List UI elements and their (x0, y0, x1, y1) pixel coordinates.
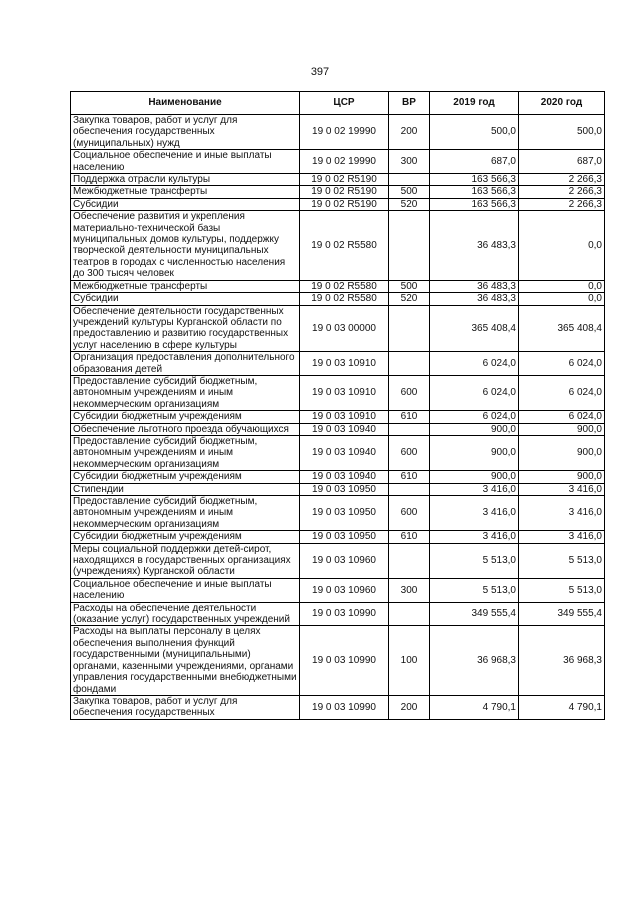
row-amount-2019: 900,0 (430, 471, 519, 483)
row-amount-2019: 163 566,3 (430, 198, 519, 210)
row-name: Субсидии (71, 293, 300, 305)
row-vr: 610 (389, 411, 430, 423)
row-amount-2020: 900,0 (519, 471, 605, 483)
row-amount-2019: 3 416,0 (430, 531, 519, 543)
row-csr: 19 0 02 R5190 (300, 186, 389, 198)
row-vr: 520 (389, 293, 430, 305)
table-row (71, 293, 605, 305)
column-header-2019: 2019 год (430, 92, 519, 115)
row-vr: 600 (389, 435, 430, 470)
table-row (71, 626, 605, 695)
row-vr (389, 305, 430, 352)
table-row (71, 471, 605, 483)
row-csr: 19 0 03 10960 (300, 543, 389, 578)
row-amount-2020: 500,0 (519, 115, 605, 150)
row-amount-2019: 163 566,3 (430, 186, 519, 198)
row-csr: 19 0 03 10940 (300, 423, 389, 435)
table-row (71, 435, 605, 470)
row-amount-2020: 36 968,3 (519, 626, 605, 695)
row-amount-2020: 5 513,0 (519, 543, 605, 578)
table-row (71, 578, 605, 602)
row-csr: 19 0 02 19990 (300, 115, 389, 150)
row-amount-2020: 0,0 (519, 211, 605, 280)
row-amount-2019: 349 555,4 (430, 602, 519, 626)
table-row (71, 174, 605, 186)
row-csr: 19 0 02 R5190 (300, 198, 389, 210)
row-amount-2019: 500,0 (430, 115, 519, 150)
table-row (71, 375, 605, 410)
row-amount-2020: 3 416,0 (519, 531, 605, 543)
row-amount-2019: 900,0 (430, 435, 519, 470)
row-name: Обеспечение льготного проезда обучающихся (71, 423, 300, 435)
row-vr (389, 423, 430, 435)
row-vr: 610 (389, 471, 430, 483)
row-vr (389, 543, 430, 578)
row-csr: 19 0 03 10910 (300, 411, 389, 423)
row-amount-2020: 0,0 (519, 293, 605, 305)
row-name: Межбюджетные трансферты (71, 280, 300, 292)
table-row (71, 496, 605, 531)
row-amount-2019: 3 416,0 (430, 496, 519, 531)
row-vr (389, 211, 430, 280)
row-name: Закупка товаров, работ и услуг для обеспечения государственных (муниципальных) нужд (71, 115, 300, 150)
row-vr: 600 (389, 375, 430, 410)
row-amount-2019: 36 483,3 (430, 280, 519, 292)
table-row (71, 483, 605, 495)
row-vr: 600 (389, 496, 430, 531)
row-amount-2020: 6 024,0 (519, 375, 605, 410)
row-vr: 500 (389, 280, 430, 292)
row-amount-2019: 3 416,0 (430, 483, 519, 495)
row-amount-2019: 5 513,0 (430, 543, 519, 578)
row-vr (389, 174, 430, 186)
table-header (71, 92, 605, 115)
row-vr: 300 (389, 578, 430, 602)
row-csr: 19 0 02 R5580 (300, 211, 389, 280)
row-name: Поддержка отрасли культуры (71, 174, 300, 186)
row-csr: 19 0 03 10950 (300, 496, 389, 531)
row-vr: 300 (389, 150, 430, 174)
table-row (71, 186, 605, 198)
row-amount-2019: 163 566,3 (430, 174, 519, 186)
row-amount-2020: 0,0 (519, 280, 605, 292)
table-row (71, 115, 605, 150)
row-amount-2019: 900,0 (430, 423, 519, 435)
table-row (71, 198, 605, 210)
row-csr: 19 0 03 10950 (300, 531, 389, 543)
column-header-name: Наименование (71, 92, 300, 115)
table-row (71, 695, 605, 719)
row-vr (389, 352, 430, 376)
row-amount-2020: 2 266,3 (519, 186, 605, 198)
row-name: Субсидии (71, 198, 300, 210)
row-name: Стипендии (71, 483, 300, 495)
table-row (71, 352, 605, 376)
row-name: Предоставление субсидий бюджетным, автономным учреждениям и иным некоммерческим организациям (71, 496, 300, 531)
row-amount-2019: 36 483,3 (430, 293, 519, 305)
row-name: Субсидии бюджетным учреждениям (71, 531, 300, 543)
table-row (71, 411, 605, 423)
row-amount-2020: 349 555,4 (519, 602, 605, 626)
budget-table (70, 91, 605, 720)
row-amount-2020: 687,0 (519, 150, 605, 174)
column-header-csr: ЦСР (300, 92, 389, 115)
table-row (71, 305, 605, 352)
row-name: Субсидии бюджетным учреждениям (71, 411, 300, 423)
row-amount-2020: 4 790,1 (519, 695, 605, 719)
row-csr: 19 0 02 R5580 (300, 293, 389, 305)
row-name: Расходы на обеспечение деятельности (оказание услуг) государственных учреждений (71, 602, 300, 626)
row-csr: 19 0 03 10940 (300, 471, 389, 483)
row-amount-2020: 900,0 (519, 435, 605, 470)
row-csr: 19 0 03 10950 (300, 483, 389, 495)
row-name: Обеспечение деятельности государственных учреждений культуры Курганской области по предоставлению и развитию государственных услуг населению в сфере культуры (71, 305, 300, 352)
row-name: Организация предоставления дополнительного образования детей (71, 352, 300, 376)
row-name: Предоставление субсидий бюджетным, автономным учреждениям и иным некоммерческим организациям (71, 435, 300, 470)
row-csr: 19 0 03 10990 (300, 602, 389, 626)
row-vr: 200 (389, 695, 430, 719)
row-amount-2020: 2 266,3 (519, 174, 605, 186)
row-name: Меры социальной поддержки детей-сирот, находящихся в государственных организациях (учреждениях) Курганской области (71, 543, 300, 578)
row-csr: 19 0 02 R5580 (300, 280, 389, 292)
row-amount-2020: 900,0 (519, 423, 605, 435)
row-csr: 19 0 02 19990 (300, 150, 389, 174)
row-amount-2019: 4 790,1 (430, 695, 519, 719)
row-amount-2019: 6 024,0 (430, 375, 519, 410)
row-csr: 19 0 03 10940 (300, 435, 389, 470)
row-amount-2020: 2 266,3 (519, 198, 605, 210)
row-csr: 19 0 03 10960 (300, 578, 389, 602)
table-row (71, 211, 605, 280)
row-vr: 100 (389, 626, 430, 695)
row-csr: 19 0 03 10910 (300, 375, 389, 410)
row-vr: 520 (389, 198, 430, 210)
row-csr: 19 0 03 10910 (300, 352, 389, 376)
row-vr (389, 602, 430, 626)
row-name: Закупка товаров, работ и услуг для обеспечения государственных (71, 695, 300, 719)
row-amount-2020: 6 024,0 (519, 411, 605, 423)
row-csr: 19 0 03 00000 (300, 305, 389, 352)
row-amount-2019: 6 024,0 (430, 352, 519, 376)
column-header-vr: ВР (389, 92, 430, 115)
row-csr: 19 0 03 10990 (300, 695, 389, 719)
row-vr (389, 483, 430, 495)
row-vr: 610 (389, 531, 430, 543)
row-name: Субсидии бюджетным учреждениям (71, 471, 300, 483)
row-amount-2019: 36 968,3 (430, 626, 519, 695)
row-name: Расходы на выплаты персоналу в целях обеспечения выполнения функций государственными (муниципальными) органами, казенными учреждениями, органами управления государственными внебюджетными фондами (71, 626, 300, 695)
row-name: Обеспечение развития и укрепления материально-технической базы муниципальных домов культуры, поддержку творческой деятельности муниципальных театров в городах с численностью населения до 300 тысяч человек (71, 211, 300, 280)
row-name: Социальное обеспечение и иные выплаты населению (71, 578, 300, 602)
row-csr: 19 0 02 R5190 (300, 174, 389, 186)
row-name: Предоставление субсидий бюджетным, автономным учреждениям и иным некоммерческим организациям (71, 375, 300, 410)
row-amount-2019: 365 408,4 (430, 305, 519, 352)
row-name: Межбюджетные трансферты (71, 186, 300, 198)
table-row (71, 280, 605, 292)
table-row (71, 602, 605, 626)
row-amount-2020: 3 416,0 (519, 483, 605, 495)
table-row (71, 531, 605, 543)
row-amount-2019: 687,0 (430, 150, 519, 174)
row-vr: 200 (389, 115, 430, 150)
page-number: 397 (310, 66, 330, 78)
table-row (71, 150, 605, 174)
row-amount-2020: 3 416,0 (519, 496, 605, 531)
row-amount-2019: 5 513,0 (430, 578, 519, 602)
row-amount-2020: 365 408,4 (519, 305, 605, 352)
row-name: Социальное обеспечение и иные выплаты населению (71, 150, 300, 174)
column-header-2020: 2020 год (519, 92, 605, 115)
row-csr: 19 0 03 10990 (300, 626, 389, 695)
table-row (71, 543, 605, 578)
row-amount-2019: 6 024,0 (430, 411, 519, 423)
row-vr: 500 (389, 186, 430, 198)
row-amount-2020: 6 024,0 (519, 352, 605, 376)
table-body (71, 115, 605, 720)
row-amount-2019: 36 483,3 (430, 211, 519, 280)
header-row (71, 92, 605, 115)
row-amount-2020: 5 513,0 (519, 578, 605, 602)
table-row (71, 423, 605, 435)
